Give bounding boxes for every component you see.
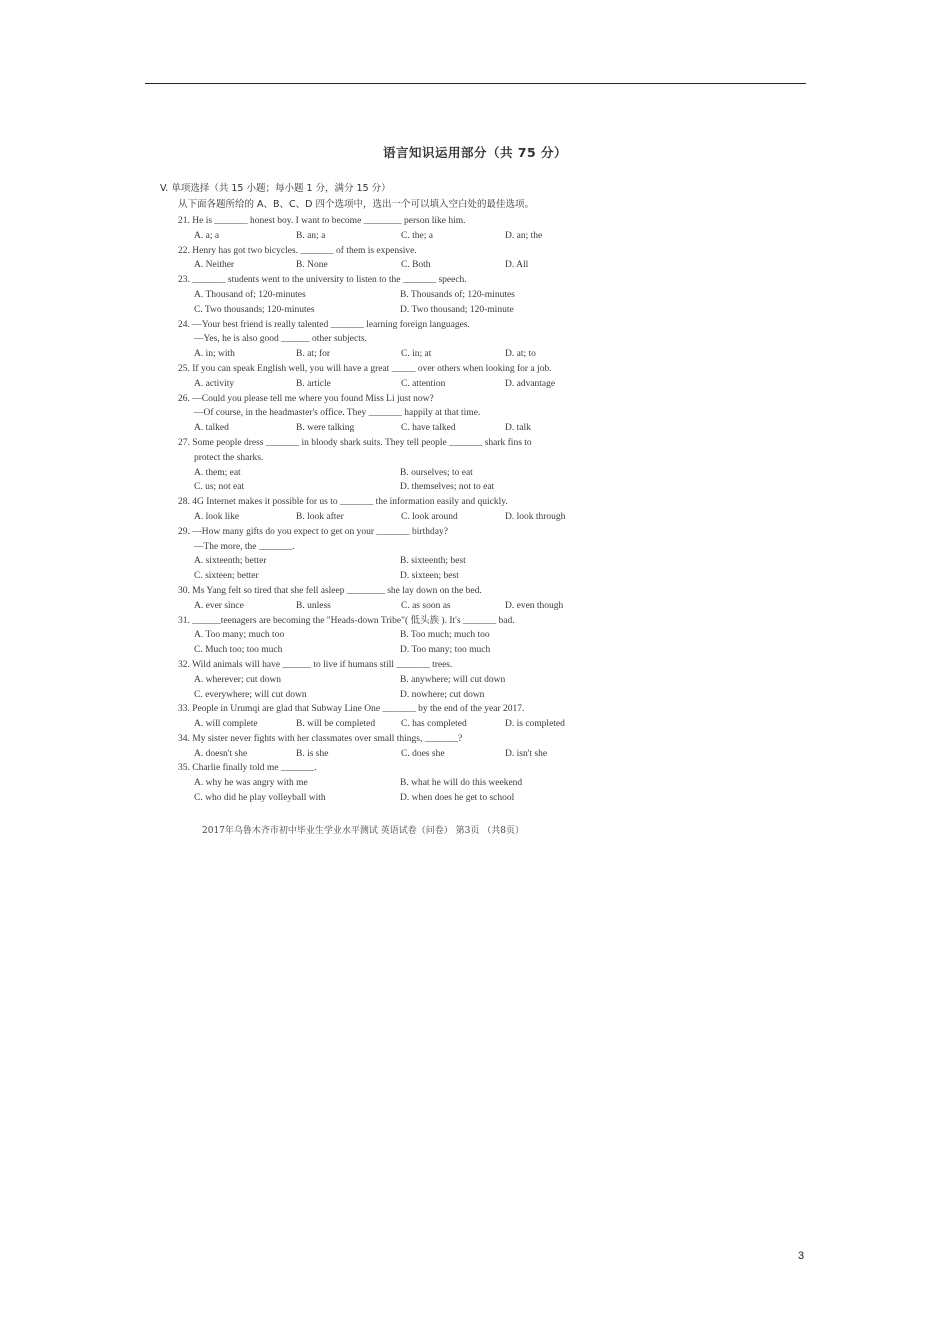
question-23: 23. _______ students went to the university to listen to the _______ speech. xyxy=(178,275,467,286)
question-27: 27. Some people dress _______ in bloody shark suits. They tell people _______ shark fins to xyxy=(178,437,532,448)
question-26: 26. —Could you please tell me where you found Miss Li just now? xyxy=(178,393,434,404)
options-29-row2: C. sixteen; better D. sixteen; best xyxy=(194,571,459,582)
options-34: A. doesn't she B. is she C. does she D. isn't she xyxy=(194,748,548,759)
question-21: 21. He is _______ honest boy. I want to become ________ person like him. xyxy=(178,216,466,226)
options-35-row1: A. why he was angry with me B. what he will do this weekend xyxy=(194,778,523,789)
options-29-row1: A. sixteenth; better B. sixteenth; best xyxy=(194,556,466,567)
page-number: 3 xyxy=(798,1250,805,1262)
header-rule xyxy=(145,83,806,84)
options-23-row1: A. Thousand of; 120-minutes B. Thousands of; 120-minutes xyxy=(194,289,515,300)
question-26-reply: —Of course, in the headmaster's office. They _______ happily at that time. xyxy=(194,408,481,419)
question-25: 25. If you can speak English well, you will have a great _____ over others when looking for a job. xyxy=(178,363,552,374)
question-22: 22. Henry has got two bicycles. _______ of them is expensive. xyxy=(178,245,417,256)
options-25: A. activity B. article C. attention D. advantage xyxy=(194,378,556,389)
options-27-row2: C. us; not eat D. themselves; not to eat xyxy=(194,482,495,493)
question-35: 35. Charlie finally told me _______. xyxy=(178,763,317,774)
question-31: 31. ______teenagers are becoming the "Heads-down Tribe"( 低头族 ). It's _______ bad. xyxy=(178,615,515,626)
options-28: A. look like B. look after C. look around D. look through xyxy=(194,511,566,522)
question-27-continued: protect the sharks. xyxy=(194,452,264,463)
question-33: 33. People in Urumqi are glad that Subway Line One _______ by the end of the year 2017. xyxy=(178,704,525,715)
options-30: A. ever since B. unless C. as soon as D. even though xyxy=(194,600,564,611)
options-32-row2: C. everywhere; will cut down D. nowhere; cut down xyxy=(194,689,485,700)
question-29-reply: —The more, the _______. xyxy=(194,541,295,552)
options-33: A. will complete B. will be completed C. has completed D. is completed xyxy=(194,719,565,730)
question-30: 30. Ms Yang felt so tired that she fell asleep ________ she lay down on the bed. xyxy=(178,585,482,596)
section-title: 语言知识运用部分（共 75 分） xyxy=(382,145,568,160)
question-24-reply: —Yes, he is also good ______ other subjects. xyxy=(194,334,367,345)
exam-footer: 2017年乌鲁木齐市初中毕业生学业水平测试 英语试卷（问卷） 第3页 （共8页） xyxy=(202,826,524,836)
options-27-row1: A. them; eat B. ourselves; to eat xyxy=(194,467,473,478)
options-21: A. a; a B. an; a C. the; a D. an; the xyxy=(194,230,543,241)
options-22: A. Neither B. None C. Both D. All xyxy=(194,260,529,271)
instruction: 从下面各题所给的 A、B、C、D 四个选项中，选出一个可以填入空白处的最佳选项。 xyxy=(178,199,535,210)
options-23-row2: C. Two thousands; 120-minutes D. Two thousand; 120-minute xyxy=(194,304,514,315)
options-32-row1: A. wherever; cut down B. anywhere; will cut down xyxy=(194,674,506,685)
question-32: 32. Wild animals will have ______ to live if humans still _______ trees. xyxy=(178,659,453,670)
part-heading: V. 单项选择（共 15 小题；每小题 1 分，满分 15 分） xyxy=(160,183,391,194)
question-list xyxy=(178,214,618,806)
question-29: 29. —How many gifts do you expect to get on your _______ birthday? xyxy=(178,526,448,537)
options-24: A. in; with B. at; for C. in; at D. at; to xyxy=(194,349,536,360)
question-34: 34. My sister never fights with her classmates over small things, _______? xyxy=(178,733,463,744)
options-31-row2: C. Much too; too much D. Too many; too much xyxy=(194,645,491,656)
options-35-row2: C. who did he play volleyball with D. when does he get to school xyxy=(194,793,515,804)
question-24: 24. —Your best friend is really talented _______ learning foreign languages. xyxy=(178,319,470,330)
options-26: A. talked B. were talking C. have talked D. talk xyxy=(194,423,531,434)
question-28: 28. 4G Internet makes it possible for us to _______ the information easily and quickly. xyxy=(178,497,508,508)
options-31-row1: A. Too many; much too B. Too much; much too xyxy=(194,630,490,641)
